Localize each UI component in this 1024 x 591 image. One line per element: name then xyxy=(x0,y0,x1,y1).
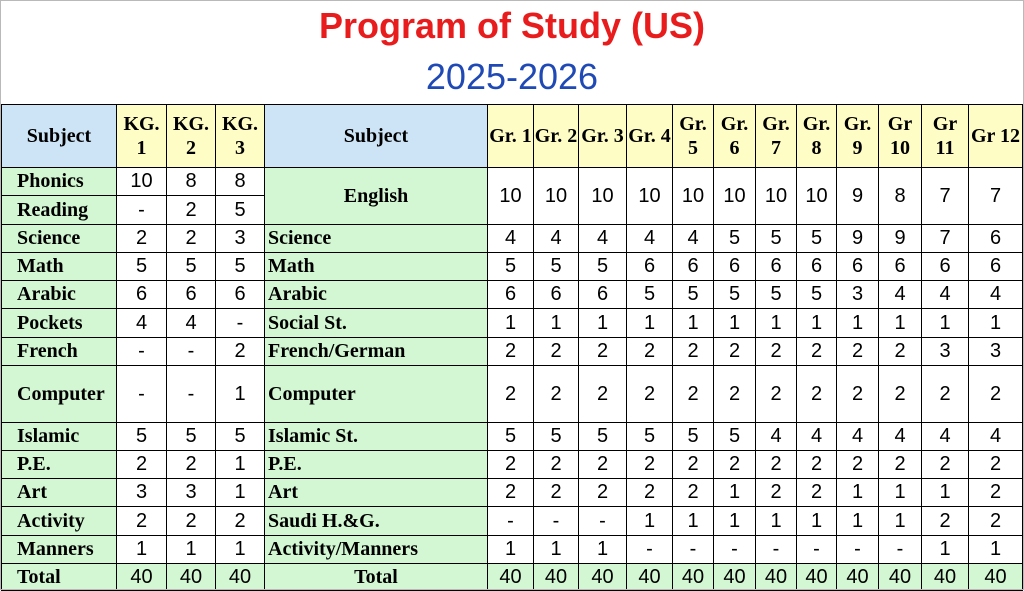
grade-hours-cell: 4 xyxy=(921,280,969,309)
grade-hours-cell: 2 xyxy=(878,450,922,479)
grade-hours-cell: 2 xyxy=(578,365,627,423)
grade-hours-cell: 3 xyxy=(921,337,969,366)
grade-total-cell: 40 xyxy=(487,563,534,591)
grade-hours-cell: 2 xyxy=(836,450,879,479)
grade-hours-cell: 10 xyxy=(578,167,627,225)
kg-hours-cell: 1 xyxy=(116,535,167,564)
grade-hours-cell: 2 xyxy=(796,450,837,479)
grade-total-cell: 40 xyxy=(713,563,756,591)
grade-hours-cell: 5 xyxy=(755,224,797,253)
kg-subject-label: Islamic xyxy=(1,422,117,451)
grade-hours-cell: 1 xyxy=(878,506,922,536)
grade-hours-cell: 1 xyxy=(626,506,673,536)
kg-hours-cell: 3 xyxy=(166,478,216,507)
kg-hours-cell: 5 xyxy=(166,422,216,451)
kg-hours-cell: 1 xyxy=(215,450,265,479)
grade-hours-cell: 2 xyxy=(533,450,579,479)
kg-hours-cell: 1 xyxy=(215,535,265,564)
kg-hours-cell: 2 xyxy=(215,506,265,536)
grade-hours-cell: 7 xyxy=(921,167,969,225)
grade-hours-cell: 9 xyxy=(836,224,879,253)
grade-hours-cell: 6 xyxy=(626,252,673,281)
grade-hours-cell: 9 xyxy=(836,167,879,225)
grade-hours-cell: 4 xyxy=(796,422,837,451)
grade-subject-label: Activity/Manners xyxy=(264,535,488,564)
grade-hours-cell: 1 xyxy=(878,478,922,507)
grade-hours-cell: 5 xyxy=(672,280,714,309)
kg-hours-cell: 2 xyxy=(166,195,216,225)
grade-hours-cell: 2 xyxy=(487,365,534,423)
grade-hours-cell: 1 xyxy=(533,308,579,338)
grade-header: Gr. 5 xyxy=(672,104,714,168)
grade-hours-cell: 1 xyxy=(533,535,579,564)
kg-subject-label: French xyxy=(1,337,117,366)
subject-header: Subject xyxy=(1,104,117,168)
grade-hours-cell: 2 xyxy=(968,478,1023,507)
grade-hours-cell: 5 xyxy=(626,422,673,451)
grade-hours-cell: 2 xyxy=(755,365,797,423)
academic-year: 2025-2026 xyxy=(425,56,599,97)
grade-total-cell: 40 xyxy=(626,563,673,591)
kg-hours-cell: 5 xyxy=(116,422,167,451)
grade-hours-cell: 2 xyxy=(968,365,1023,423)
grade-hours-cell: 6 xyxy=(968,252,1023,281)
grade-hours-cell: 2 xyxy=(921,506,969,536)
kg-hours-cell: 6 xyxy=(116,280,167,309)
grade-hours-cell: 1 xyxy=(968,535,1023,564)
grade-hours-cell: - xyxy=(836,535,879,564)
kg-hours-cell: 2 xyxy=(166,506,216,536)
kg-hours-cell: 2 xyxy=(166,450,216,479)
grade-hours-cell: 2 xyxy=(796,478,837,507)
grade-header: Gr 11 xyxy=(921,104,969,168)
kg-hours-cell: 1 xyxy=(215,365,265,423)
grade-total-cell: 40 xyxy=(796,563,837,591)
kg-header: KG. 1 xyxy=(116,104,167,168)
grade-hours-cell: 1 xyxy=(796,506,837,536)
grade-total-cell: 40 xyxy=(672,563,714,591)
grade-hours-cell: - xyxy=(672,535,714,564)
grade-subject-label: English xyxy=(264,167,488,225)
grade-hours-cell: 2 xyxy=(796,365,837,423)
grade-hours-cell: 6 xyxy=(713,252,756,281)
grade-header: Gr. 2 xyxy=(533,104,579,168)
grade-hours-cell: 2 xyxy=(578,478,627,507)
grade-hours-cell: 2 xyxy=(878,337,922,366)
kg-hours-cell: 1 xyxy=(166,535,216,564)
kg-subject-label: Activity xyxy=(1,506,117,536)
grade-subject-label: Math xyxy=(264,252,488,281)
kg-hours-cell: - xyxy=(116,337,167,366)
grade-hours-cell: 4 xyxy=(755,422,797,451)
grade-hours-cell: 2 xyxy=(921,365,969,423)
subject-header: Subject xyxy=(264,104,488,168)
grade-hours-cell: 1 xyxy=(921,308,969,338)
grade-hours-cell: 4 xyxy=(878,422,922,451)
grade-header: Gr. 4 xyxy=(626,104,673,168)
grade-hours-cell: 1 xyxy=(713,478,756,507)
grade-header: Gr. 9 xyxy=(836,104,879,168)
grade-hours-cell: 5 xyxy=(755,280,797,309)
grade-hours-cell: 2 xyxy=(626,450,673,479)
kg-subject-label: Phonics xyxy=(1,167,117,196)
grade-hours-cell: - xyxy=(487,506,534,536)
kg-hours-cell: 4 xyxy=(166,308,216,338)
kg-hours-cell: 2 xyxy=(116,224,167,253)
grade-hours-cell: 5 xyxy=(487,422,534,451)
kg-hours-cell: - xyxy=(166,365,216,423)
grade-hours-cell: 10 xyxy=(626,167,673,225)
kg-subject-label: Pockets xyxy=(1,308,117,338)
grade-hours-cell: 1 xyxy=(713,506,756,536)
grade-hours-cell: 2 xyxy=(796,337,837,366)
grade-hours-cell: 6 xyxy=(878,252,922,281)
kg-hours-cell: 5 xyxy=(215,252,265,281)
grade-subject-label: Science xyxy=(264,224,488,253)
kg-hours-cell: 8 xyxy=(215,167,265,196)
kg-hours-cell: 6 xyxy=(166,280,216,309)
grade-hours-cell: 6 xyxy=(968,224,1023,253)
kg-hours-cell: 5 xyxy=(215,422,265,451)
grade-hours-cell: 4 xyxy=(626,224,673,253)
grade-hours-cell: 5 xyxy=(796,224,837,253)
grade-hours-cell: 4 xyxy=(921,422,969,451)
kg-hours-cell: 3 xyxy=(215,224,265,253)
grade-hours-cell: - xyxy=(578,506,627,536)
grade-hours-cell: 2 xyxy=(921,450,969,479)
grade-hours-cell: 4 xyxy=(968,280,1023,309)
grade-hours-cell: 6 xyxy=(672,252,714,281)
grade-hours-cell: 6 xyxy=(836,252,879,281)
kg-header: KG. 2 xyxy=(166,104,216,168)
grade-hours-cell: 1 xyxy=(921,535,969,564)
kg-subject-label: P.E. xyxy=(1,450,117,479)
grade-hours-cell: 2 xyxy=(487,337,534,366)
kg-hours-cell: 6 xyxy=(215,280,265,309)
grade-hours-cell: 1 xyxy=(755,506,797,536)
grade-header: Gr. 3 xyxy=(578,104,627,168)
grade-hours-cell: 2 xyxy=(672,450,714,479)
grade-hours-cell: 2 xyxy=(487,478,534,507)
grade-hours-cell: 2 xyxy=(713,365,756,423)
kg-hours-cell: 2 xyxy=(116,506,167,536)
grade-hours-cell: 2 xyxy=(533,337,579,366)
grade-hours-cell: 10 xyxy=(796,167,837,225)
grade-hours-cell: 1 xyxy=(487,308,534,338)
grade-hours-cell: 1 xyxy=(836,308,879,338)
kg-hours-cell: 4 xyxy=(116,308,167,338)
kg-total-cell: 40 xyxy=(215,563,265,591)
grade-header: Gr 12 xyxy=(968,104,1023,168)
kg-hours-cell: 2 xyxy=(215,337,265,366)
grade-subject-label: Islamic St. xyxy=(264,422,488,451)
total-label: Total xyxy=(264,563,488,591)
grade-hours-cell: 2 xyxy=(836,365,879,423)
grade-hours-cell: 5 xyxy=(626,280,673,309)
grade-hours-cell: 1 xyxy=(672,308,714,338)
grade-total-cell: 40 xyxy=(755,563,797,591)
grade-subject-label: Social St. xyxy=(264,308,488,338)
grade-hours-cell: 7 xyxy=(968,167,1023,225)
grade-hours-cell: 6 xyxy=(921,252,969,281)
grade-hours-cell: 7 xyxy=(921,224,969,253)
grade-hours-cell: 2 xyxy=(672,337,714,366)
grade-hours-cell: 1 xyxy=(836,478,879,507)
grade-hours-cell: 5 xyxy=(578,252,627,281)
grade-hours-cell: 10 xyxy=(672,167,714,225)
grade-hours-cell: 2 xyxy=(755,478,797,507)
grade-hours-cell: 2 xyxy=(533,478,579,507)
grade-hours-cell: 10 xyxy=(755,167,797,225)
grade-hours-cell: 2 xyxy=(626,337,673,366)
grade-hours-cell: 2 xyxy=(578,337,627,366)
kg-hours-cell: 10 xyxy=(116,167,167,196)
grade-subject-label: P.E. xyxy=(264,450,488,479)
grade-hours-cell: 2 xyxy=(968,450,1023,479)
kg-subject-label: Science xyxy=(1,224,117,253)
grade-hours-cell: 10 xyxy=(487,167,534,225)
grade-hours-cell: 1 xyxy=(921,478,969,507)
grade-hours-cell: 6 xyxy=(755,252,797,281)
kg-subject-label: Arabic xyxy=(1,280,117,309)
grade-hours-cell: 2 xyxy=(755,450,797,479)
grade-hours-cell: 1 xyxy=(755,308,797,338)
grade-hours-cell: 4 xyxy=(487,224,534,253)
grade-hours-cell: 1 xyxy=(578,308,627,338)
grade-hours-cell: 2 xyxy=(755,337,797,366)
kg-hours-cell: 3 xyxy=(116,478,167,507)
grade-hours-cell: 5 xyxy=(578,422,627,451)
grade-hours-cell: 2 xyxy=(713,337,756,366)
grade-hours-cell: 8 xyxy=(878,167,922,225)
grade-hours-cell: 4 xyxy=(672,224,714,253)
kg-total-cell: 40 xyxy=(166,563,216,591)
grade-hours-cell: 2 xyxy=(672,365,714,423)
grade-subject-label: Computer xyxy=(264,365,488,423)
grade-subject-label: Saudi H.&G. xyxy=(264,506,488,536)
kg-hours-cell: 8 xyxy=(166,167,216,196)
grade-hours-cell: 1 xyxy=(713,308,756,338)
grade-hours-cell: 2 xyxy=(626,365,673,423)
grade-hours-cell: 5 xyxy=(713,422,756,451)
kg-subject-label: Computer xyxy=(1,365,117,423)
grade-hours-cell: 2 xyxy=(578,450,627,479)
grade-total-cell: 40 xyxy=(836,563,879,591)
kg-subject-label: Reading xyxy=(1,195,117,225)
grade-total-cell: 40 xyxy=(921,563,969,591)
grade-subject-label: French/German xyxy=(264,337,488,366)
grade-hours-cell: 2 xyxy=(878,365,922,423)
grade-hours-cell: 10 xyxy=(533,167,579,225)
kg-subject-label: Math xyxy=(1,252,117,281)
grade-hours-cell: 1 xyxy=(796,308,837,338)
grade-hours-cell: - xyxy=(755,535,797,564)
grade-hours-cell: 4 xyxy=(836,422,879,451)
grade-hours-cell: - xyxy=(796,535,837,564)
grade-hours-cell: 5 xyxy=(713,280,756,309)
grade-hours-cell: 3 xyxy=(836,280,879,309)
grade-hours-cell: 6 xyxy=(533,280,579,309)
grade-total-cell: 40 xyxy=(968,563,1023,591)
kg-hours-cell: 2 xyxy=(166,224,216,253)
grade-hours-cell: 2 xyxy=(533,365,579,423)
grade-subject-label: Art xyxy=(264,478,488,507)
kg-hours-cell: - xyxy=(166,337,216,366)
kg-subject-label: Art xyxy=(1,478,117,507)
grade-header: Gr. 8 xyxy=(796,104,837,168)
grade-hours-cell: 5 xyxy=(672,422,714,451)
grade-header: Gr 10 xyxy=(878,104,922,168)
grade-hours-cell: 2 xyxy=(626,478,673,507)
page-title: Program of Study (US) xyxy=(318,5,705,46)
grade-hours-cell: 5 xyxy=(533,252,579,281)
kg-hours-cell: 2 xyxy=(116,450,167,479)
grade-total-cell: 40 xyxy=(533,563,579,591)
grade-hours-cell: 1 xyxy=(672,506,714,536)
grade-hours-cell: 1 xyxy=(878,308,922,338)
grade-hours-cell: - xyxy=(878,535,922,564)
grade-hours-cell: - xyxy=(533,506,579,536)
grade-header: Gr. 6 xyxy=(713,104,756,168)
grade-hours-cell: 5 xyxy=(796,280,837,309)
grade-total-cell: 40 xyxy=(578,563,627,591)
grade-hours-cell: 1 xyxy=(487,535,534,564)
grade-hours-cell: 9 xyxy=(878,224,922,253)
grade-header: Gr. 1 xyxy=(487,104,534,168)
grade-hours-cell: 4 xyxy=(578,224,627,253)
kg-header: KG. 3 xyxy=(215,104,265,168)
grade-total-cell: 40 xyxy=(878,563,922,591)
grade-hours-cell: 10 xyxy=(713,167,756,225)
grade-hours-cell: 2 xyxy=(968,506,1023,536)
grade-hours-cell: 2 xyxy=(713,450,756,479)
grade-hours-cell: 6 xyxy=(578,280,627,309)
kg-hours-cell: - xyxy=(215,308,265,338)
grade-hours-cell: 5 xyxy=(487,252,534,281)
grade-hours-cell: 6 xyxy=(796,252,837,281)
grade-hours-cell: 4 xyxy=(533,224,579,253)
grade-hours-cell: 1 xyxy=(968,308,1023,338)
grade-header: Gr. 7 xyxy=(755,104,797,168)
grade-hours-cell: 5 xyxy=(533,422,579,451)
grade-hours-cell: - xyxy=(713,535,756,564)
kg-hours-cell: 5 xyxy=(166,252,216,281)
total-label: Total xyxy=(1,563,117,591)
grade-hours-cell: - xyxy=(626,535,673,564)
grade-hours-cell: 2 xyxy=(672,478,714,507)
kg-hours-cell: - xyxy=(116,195,167,225)
grade-hours-cell: 2 xyxy=(836,337,879,366)
grade-hours-cell: 3 xyxy=(968,337,1023,366)
grade-hours-cell: 4 xyxy=(878,280,922,309)
kg-hours-cell: - xyxy=(116,365,167,423)
kg-total-cell: 40 xyxy=(116,563,167,591)
grade-hours-cell: 6 xyxy=(487,280,534,309)
kg-hours-cell: 1 xyxy=(215,478,265,507)
grade-hours-cell: 5 xyxy=(713,224,756,253)
grade-hours-cell: 1 xyxy=(626,308,673,338)
grade-hours-cell: 4 xyxy=(968,422,1023,451)
grade-subject-label: Arabic xyxy=(264,280,488,309)
grade-hours-cell: 1 xyxy=(578,535,627,564)
grade-hours-cell: 1 xyxy=(836,506,879,536)
kg-subject-label: Manners xyxy=(1,535,117,564)
kg-hours-cell: 5 xyxy=(116,252,167,281)
grade-hours-cell: 2 xyxy=(487,450,534,479)
kg-hours-cell: 5 xyxy=(215,195,265,225)
